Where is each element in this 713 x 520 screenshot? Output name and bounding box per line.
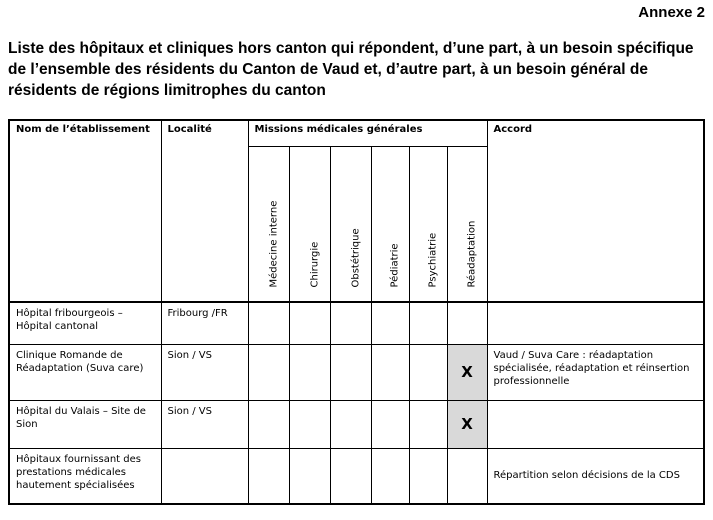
cell-name: Clinique Romande de Réadaptation (Suva care) bbox=[9, 344, 161, 400]
cell-mark bbox=[409, 400, 447, 448]
cell-name: Hôpital du Valais – Site de Sion bbox=[9, 400, 161, 448]
cell-mark-x: X bbox=[447, 400, 487, 448]
cell-mark bbox=[330, 400, 371, 448]
cell-name: Hôpital fribourgeois – Hôpital cantonal bbox=[9, 302, 161, 344]
header-missions: Missions médicales générales bbox=[248, 120, 487, 146]
cell-mark bbox=[289, 344, 330, 400]
table-row bbox=[9, 302, 704, 344]
annex-label: Annexe 2 bbox=[638, 4, 705, 21]
cell-mark bbox=[248, 448, 289, 504]
mission-header: Obstétrique bbox=[330, 146, 371, 302]
hospital-table bbox=[8, 119, 705, 505]
table-row bbox=[9, 448, 704, 504]
cell-mark bbox=[330, 448, 371, 504]
cell-mark bbox=[447, 448, 487, 504]
mission-header: Médecine interne bbox=[248, 146, 289, 302]
cell-mark bbox=[371, 302, 409, 344]
table-row bbox=[9, 400, 704, 448]
cell-locality: Sion / VS bbox=[161, 400, 248, 448]
cell-mark bbox=[248, 400, 289, 448]
cell-accord: Vaud / Suva Care : réadaptation spécialisée, réadaptation et réinsertion professionnelle bbox=[487, 344, 704, 400]
cell-locality: Fribourg /FR bbox=[161, 302, 248, 344]
header-accord: Accord bbox=[487, 120, 704, 302]
cell-mark bbox=[409, 344, 447, 400]
table-row bbox=[9, 344, 704, 400]
mission-header: Psychiatrie bbox=[409, 146, 447, 302]
cell-accord: Répartition selon décisions de la CDS bbox=[487, 448, 704, 504]
cell-mark bbox=[248, 344, 289, 400]
header-locality: Localité bbox=[161, 120, 248, 302]
cell-locality bbox=[161, 448, 248, 504]
cell-mark bbox=[330, 302, 371, 344]
cell-mark bbox=[289, 448, 330, 504]
cell-mark bbox=[409, 302, 447, 344]
cell-accord bbox=[487, 302, 704, 344]
cell-name: Hôpitaux fournissant des prestations médicales hautement spécialisées bbox=[9, 448, 161, 504]
cell-mark bbox=[289, 302, 330, 344]
cell-locality: Sion / VS bbox=[161, 344, 248, 400]
mission-header: Chirurgie bbox=[289, 146, 330, 302]
mission-header: Pédiatrie bbox=[371, 146, 409, 302]
document-title: Liste des hôpitaux et cliniques hors canton qui répondent, d’une part, à un besoin spécifique de l’ensemble des résidents du Canton de Vaud et, d’autre part, à un besoin général de résidents de régions limitrophes du canton bbox=[8, 40, 694, 99]
cell-mark-x: X bbox=[447, 344, 487, 400]
cell-mark bbox=[248, 302, 289, 344]
header-name: Nom de l’établissement bbox=[9, 120, 161, 302]
cell-mark bbox=[447, 302, 487, 344]
cell-mark bbox=[409, 448, 447, 504]
cell-mark bbox=[371, 448, 409, 504]
cell-accord bbox=[487, 400, 704, 448]
cell-mark bbox=[371, 400, 409, 448]
mission-header: Réadaptation bbox=[447, 146, 487, 302]
cell-mark bbox=[371, 344, 409, 400]
cell-mark bbox=[289, 400, 330, 448]
cell-mark bbox=[330, 344, 371, 400]
